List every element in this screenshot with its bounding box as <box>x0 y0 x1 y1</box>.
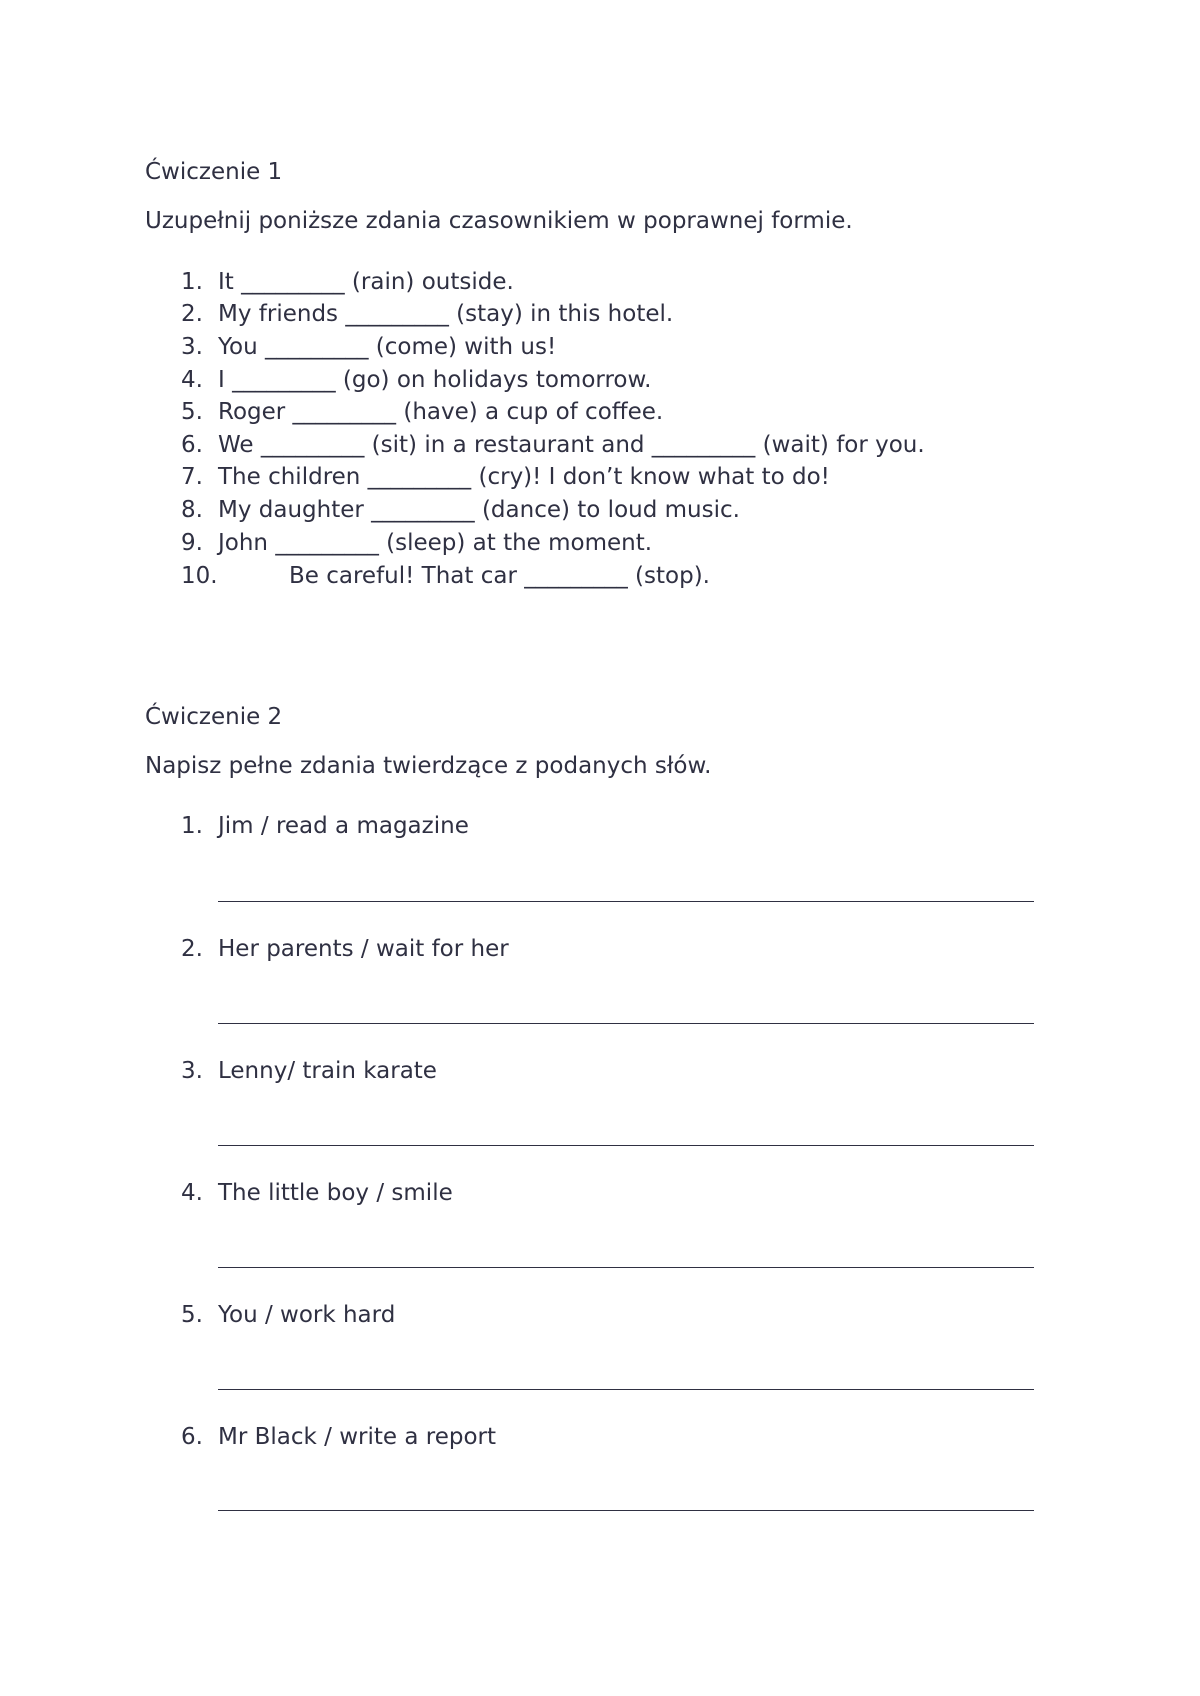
item-number: 3. <box>181 1058 203 1084</box>
item-number: 1. <box>181 813 203 839</box>
item-text: You _________ (come) with us! <box>218 334 557 360</box>
item-text: Mr Black / write a report <box>218 1424 496 1450</box>
item-number: 3. <box>181 334 203 360</box>
item-text: You / work hard <box>218 1302 396 1328</box>
item-text: My daughter _________ (dance) to loud music. <box>218 497 740 523</box>
item-text: My friends _________ (stay) in this hotel. <box>218 301 674 327</box>
item-text: It _________ (rain) outside. <box>218 269 514 295</box>
item-text: Lenny/ train karate <box>218 1058 437 1084</box>
item-number: 5. <box>181 1302 203 1328</box>
item-number: 7. <box>181 464 203 490</box>
exercise1-title: Ćwiczenie 1 <box>145 159 283 185</box>
answer-line[interactable] <box>218 1389 1034 1390</box>
item-number: 4. <box>181 367 203 393</box>
exercise2-title: Ćwiczenie 2 <box>145 704 283 730</box>
exercise1-instruction: Uzupełnij poniższe zdania czasownikiem w poprawnej formie. <box>145 208 853 234</box>
answer-line[interactable] <box>218 1023 1034 1024</box>
exercise2-instruction: Napisz pełne zdania twierdzące z podanych słów. <box>145 753 712 779</box>
answer-line[interactable] <box>218 901 1034 902</box>
item-number: 9. <box>181 530 203 556</box>
item-number: 4. <box>181 1180 203 1206</box>
item-text: Be careful! That car _________ (stop). <box>289 563 710 589</box>
item-number: 6. <box>181 1424 203 1450</box>
answer-line[interactable] <box>218 1145 1034 1146</box>
item-text: Her parents / wait for her <box>218 936 509 962</box>
item-number: 8. <box>181 497 203 523</box>
item-number: 10. <box>181 563 218 589</box>
item-text: I _________ (go) on holidays tomorrow. <box>218 367 652 393</box>
item-number: 1. <box>181 269 203 295</box>
item-text: Jim / read a magazine <box>218 813 469 839</box>
item-number: 6. <box>181 432 203 458</box>
item-text: John _________ (sleep) at the moment. <box>218 530 653 556</box>
answer-line[interactable] <box>218 1510 1034 1511</box>
answer-line[interactable] <box>218 1267 1034 1268</box>
item-number: 2. <box>181 936 203 962</box>
item-text: The children _________ (cry)! I don’t know what to do! <box>218 464 830 490</box>
item-number: 2. <box>181 301 203 327</box>
item-text: The little boy / smile <box>218 1180 453 1206</box>
item-text: Roger _________ (have) a cup of coffee. <box>218 399 664 425</box>
item-number: 5. <box>181 399 203 425</box>
item-text: We _________ (sit) in a restaurant and _________ (wait) for you. <box>218 432 925 458</box>
